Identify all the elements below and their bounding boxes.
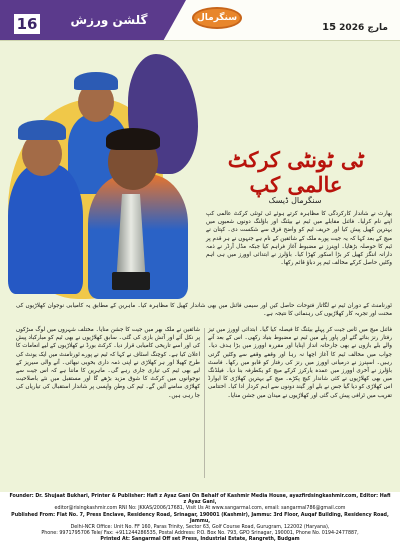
article-lead-column (206, 210, 392, 300)
footer-line: Phone: 9971795706 Tele/ Fax: +911244286535, Postal Address: P.O. Box No. 793, GPO Srinagar, 190001, Phone No. 0194-2477887, (41, 531, 359, 537)
footer-line: Published From: Flat No. 7, Press Enclave, Residency Road, Srinagar, 190001 (Kashmir), Jammu: 3rd Floor, Auqaf Building, Residency Road, Jammu, (11, 512, 389, 524)
date-day: 15 (322, 22, 337, 33)
footer-line: Founder: Dr. Shujaat Bukhari, Printer & Publisher: Hafi z Ayaz Gani On Behalf of Kashmir Media House, ayazfirdsingkashmir.com, Editor: Hafi z Ayaz Gani, (9, 494, 391, 506)
player-hair (106, 128, 160, 150)
trophy-base (112, 272, 150, 290)
player-shirt (8, 164, 83, 294)
date-month: مارچ (367, 23, 388, 33)
column-a-text: فائنل میچ میں ٹاس جیت کر پہلے بیٹنگ کا فیصلہ کیا گیا۔ ابتدائی اوورز میں تیز رفتار رنز بنائے گئے اور پاور پلے میں ٹیم نے مضبوط بنیاد رکھی۔ اس کے بعد آنے والے بلے بازوں نے بھی جارحانہ انداز اپنایا اور مقررہ اوورز میں بڑا ہدف دیا۔ جواب میں مخالف ٹیم کا آغاز اچھا نہ رہا اور وقفے وقفے سے وکٹیں گرتی رہیں۔ اسپنرز نے درمیانی اوورز میں رنز کی رفتار کو قابو میں رکھا۔ فاسٹ باؤلرز نے آخری اوورز میں عمدہ یارکرز کرکے میچ کو یکطرفہ بنا دیا۔ فیلڈنگ میں بھی کھلاڑیوں نے کئی شاندار کیچ پکڑے۔ میچ کے بہترین کھلاڑی کا ایوارڈ اس کھلاڑی کو دیا گیا جس نے بلے اور گیند دونوں سے اہم کردار ادا کیا۔ اختتامی تقریب میں ٹرافی پیش کی گئی اور کھلاڑیوں نے میدان میں جشن منایا۔ (208, 327, 392, 399)
column-divider (204, 328, 205, 478)
issue-date (322, 22, 388, 33)
article-byline: سنگرمال ڈیسک (268, 196, 322, 205)
header-divider (0, 40, 400, 41)
section-title: گلشن ورزش (70, 13, 148, 27)
date-year: 2026 (339, 23, 365, 33)
lead-paragraph: بھارت نے شاندار کارکردگی کا مظاہرہ کرتے ہوئے ٹی ٹونٹی کرکٹ عالمی کپ اپنے نام کرلیا۔ فائنل مقابلے میں ٹیم نے بیٹنگ اور باؤلنگ دونوں شعبوں میں بہترین کھیل پیش کیا اور حریف ٹیم کو واضح فرق سے شکست دی۔ کپتان نے میچ کے بعد کہا کہ یہ جیت پورے ملک کے شائقین کے نام ہے جنہوں نے ہر قدم پر ٹیم کا حوصلہ بڑھایا۔ اوپنرز نے مضبوط آغاز فراہم کیا جبکہ مڈل آرڈر نے ذمہ دارانہ اننگز کھیل کر بڑا اسکور کھڑا کیا۔ باؤلرز نے ابتدائی اوورز میں ہی اہم وکٹیں حاصل کرکے مخالف ٹیم پر دباؤ قائم رکھا۔ (206, 211, 392, 267)
page-number: 16 (14, 14, 40, 34)
article-column-right (208, 326, 392, 481)
imprint-footer (0, 492, 400, 543)
article-column-left (16, 326, 200, 481)
wide-paragraph: ٹورنامنٹ کے دوران ٹیم نے لگاتار فتوحات حاصل کیں اور سیمی فائنل میں بھی شاندار کھیل کا مظاہرہ کیا۔ ماہرین کے مطابق یہ کامیابی نوجوان کھلاڑیوں کی محنت اور تجربہ کار کھلاڑیوں کی رہنمائی کا نتیجہ ہے۔ (16, 303, 392, 318)
footer-line: Delhi-NCR Office: Unit No. FF 160, Paras Trinity, Sector 63, Golf Course Road, Gurugram, 122002 (Haryana), (70, 525, 330, 531)
column-b-text: شائقین نے ملک بھر میں جیت کا جشن منایا۔ مختلف شہروں میں لوگ سڑکوں پر نکل آئے اور آتش بازی کی گئی۔ سابق کھلاڑیوں نے بھی ٹیم کو مبارکباد پیش کی اور اسے تاریخی کامیابی قرار دیا۔ کرکٹ بورڈ نے کھلاڑیوں کے لیے انعامات کا اعلان کیا ہے۔ کوچنگ اسٹاف نے کہا کہ ٹیم نے پورے ٹورنامنٹ میں ایک یونٹ کی طرح کھیلا اور ہر کھلاڑی نے اپنی ذمہ داری بخوبی نبھائی۔ آنے والی سیریز کے لیے بھی ٹیم کی تیاری جاری رہے گی۔ ماہرین کا ماننا ہے کہ اس جیت سے نوجوانوں میں کرکٹ کا شوق مزید بڑھے گا اور مستقبل میں نئے باصلاحیت کھلاڑی سامنے آئیں گے۔ ٹیم کی وطن واپسی پر شاندار استقبال کی تیاریاں کی جا رہی ہیں۔ (16, 327, 200, 399)
footer-line: editor@risingkashmir.com RNI No: JKKAS/2006/17681, Visit Us At www.sangarmal.com, email: sangarmal786@gmail.com (54, 506, 346, 512)
newspaper-logo: سنگرمال (192, 7, 242, 29)
article-headline: ٹی ٹونٹی کرکٹ عالمی کپ (227, 147, 365, 197)
article-photo (8, 44, 198, 299)
article-wide-paragraph (16, 302, 392, 324)
footer-line: Printed At: Sangarmal Off set Press, Industrial Estate, Rangreth, Budgam (100, 537, 300, 543)
player-cap (18, 120, 66, 140)
player-cap (74, 72, 118, 90)
